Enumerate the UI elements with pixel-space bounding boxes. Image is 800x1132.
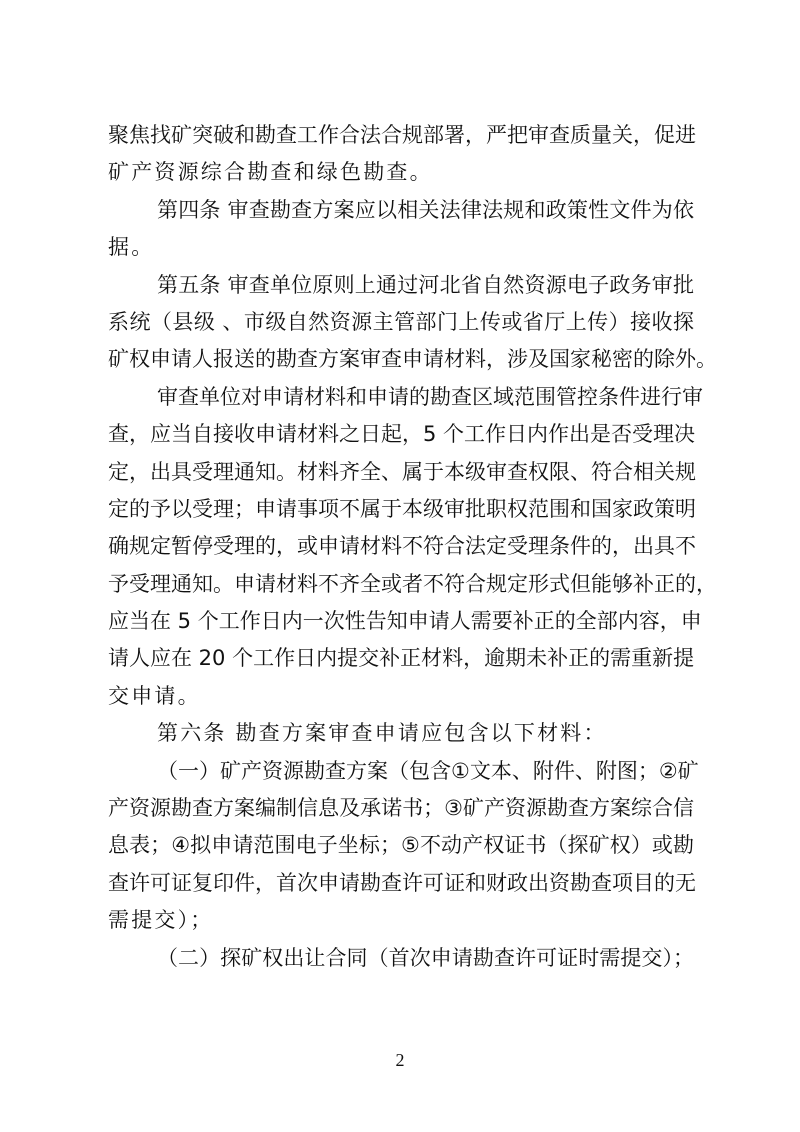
text-line: 予受理通知。申请材料不齐全或者不符合规定形式但能够补正的， <box>108 571 717 596</box>
text-line: 应当在 5 个工作日内一次性告知申请人需要补正的全部内容，申 <box>108 609 702 634</box>
text-line: 查，应当自接收申请材料之日起，5 个工作日内作出是否受理决 <box>108 422 696 447</box>
text-line: 据。 <box>108 235 155 260</box>
text-line: 需提交）； <box>108 908 214 933</box>
text-line: 系统（县级 、市级自然资源主管部门上传或省厅上传）接收探 <box>108 309 694 334</box>
text-line: 请人应在 20 个工作日内提交补正材料，逾期未补正的需重新提 <box>108 646 695 671</box>
text-line: 定，出具受理通知。材料齐全、属于本级审查权限、符合相关规 <box>108 459 696 484</box>
text-line: 产资源勘查方案编制信息及承诺书；③矿产资源勘查方案综合信 <box>108 796 694 821</box>
text-line: 交申请。 <box>108 683 201 708</box>
article-4-heading-line: 第四条 审查勘查方案应以相关法律法规和政策性文件为依 <box>157 197 694 222</box>
text-line: 矿权申请人报送的勘查方案审查申请材料，涉及国家秘密的除外。 <box>108 347 717 372</box>
article-5-heading-line: 第五条 审查单位原则上通过河北省自然资源电子政务审批 <box>157 272 694 297</box>
text-line: 息表；④拟申请范围电子坐标；⑤不动产权证书（探矿权）或勘 <box>108 833 694 858</box>
article-6-heading-line: 第六条 勘查方案审查申请应包含以下材料： <box>157 721 607 746</box>
list-item-2-line: （二）探矿权出让合同（首次申请勘查许可证时需提交）； <box>157 945 694 970</box>
text-line: 定的予以受理；申请事项不属于本级审批职权范围和国家政策明 <box>108 496 696 521</box>
text-line: 聚焦找矿突破和勘查工作合法合规部署，严把审查质量关，促进 <box>108 123 696 147</box>
text-line: 查许可证复印件，首次申请勘查许可证和财政出资勘查项目的无 <box>108 870 696 895</box>
list-item-1-line: （一）矿产资源勘查方案（包含①文本、附件、附图；②矿 <box>157 758 699 783</box>
page-number: 2 <box>395 1050 405 1070</box>
paragraph-start-line: 审查单位对申请材料和申请的勘查区域范围管控条件进行审 <box>157 384 703 409</box>
document-body <box>108 117 717 977</box>
text-line: 确规定暂停受理的，或申请材料不符合法定受理条件的，出具不 <box>108 534 696 559</box>
text-line: 矿产资源综合勘查和绿色勘查。 <box>108 160 433 185</box>
